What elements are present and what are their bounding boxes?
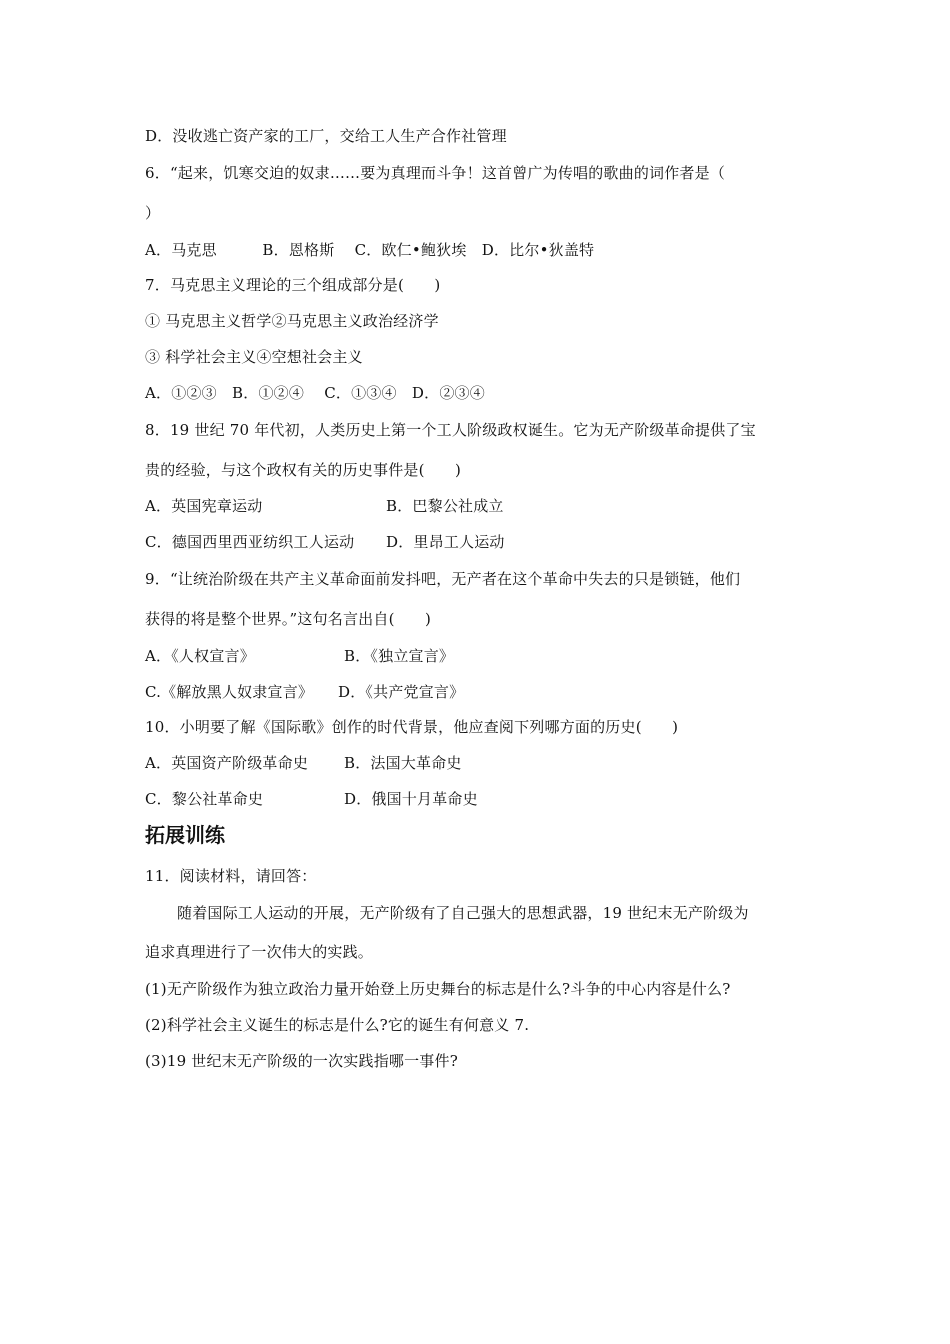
q7-statement-1: ① 马克思主义哲学②马克思主义政治经济学: [145, 312, 439, 330]
q6-stem-line1: 6．“起来，饥寒交迫的奴隶……要为真理而斗争！这首曾广为传唱的歌曲的词作者是（: [145, 164, 726, 182]
q5-option-d: D．没收逃亡资产家的工厂，交给工人生产合作社管理: [145, 127, 507, 145]
section-heading: 拓展训练: [145, 823, 225, 847]
q8-option-a: A．英国宪章运动: [145, 497, 263, 515]
q9-option-c: C.《解放黑人奴隶宣言》: [145, 683, 314, 701]
q9-option-a: A．《人权宣言》: [145, 647, 255, 665]
q9-stem-line2: 获得的将是整个世界。”这句名言出自( ): [145, 610, 432, 628]
q11-subquestion-3: (3)19 世纪末无产阶级的一次实践指哪一事件?: [145, 1052, 458, 1070]
q11-stem: 11．阅读材料，请回答：: [145, 867, 317, 885]
q7-statement-2: ③ 科学社会主义④空想社会主义: [145, 348, 363, 366]
q6-stem-line2: ）: [145, 204, 161, 222]
q8-stem-line1: 8．19 世纪 70 年代初，人类历史上第一个工人阶级政权诞生。它为无产阶级革命提供了宝: [145, 421, 756, 439]
q8-stem-line2: 贵的经验，与这个政权有关的历史事件是( ): [145, 461, 462, 479]
q9-option-d: D．《共产党宣言》: [338, 683, 465, 701]
q10-option-d: D．俄国十月革命史: [344, 790, 478, 808]
q8-option-c: C．德国西里西亚纺织工人运动: [145, 533, 355, 551]
q8-option-b: B．巴黎公社成立: [386, 497, 504, 515]
q10-stem: 10．小明要了解《国际歌》创作的时代背景，他应查阅下列哪方面的历史( ): [145, 718, 679, 736]
q7-stem: 7．马克思主义理论的三个组成部分是( ): [145, 276, 441, 294]
q10-option-b: B．法国大革命史: [344, 754, 462, 772]
q11-material-line1: 随着国际工人运动的开展，无产阶级有了自己强大的思想武器，19 世纪末无产阶级为: [177, 904, 749, 922]
q7-options: A．①②③ B．①②④ C．①③④ D．②③④: [145, 384, 485, 402]
q9-stem-line1: 9．“让统治阶级在共产主义革命面前发抖吧，无产者在这个革命中失去的只是锁链，他们: [145, 570, 741, 588]
q10-option-c: C．黎公社革命史: [145, 790, 264, 808]
q8-option-d: D．里昂工人运动: [386, 533, 505, 551]
q9-option-b: B．《独立宣言》: [344, 647, 455, 665]
q6-options: A．马克思 B．恩格斯 C．欧仁•鲍狄埃 D．比尔•狄盖特: [145, 241, 595, 259]
q11-subquestion-2: (2)科学社会主义诞生的标志是什么?它的诞生有何意义 7.: [145, 1016, 530, 1034]
q11-subquestion-1: (1)无产阶级作为独立政治力量开始登上历史舞台的标志是什么?斗争的中心内容是什么?: [145, 980, 731, 998]
q10-option-a: A．英国资产阶级革命史: [145, 754, 309, 772]
q11-material-line2: 追求真理进行了一次伟大的实践。: [145, 943, 374, 961]
